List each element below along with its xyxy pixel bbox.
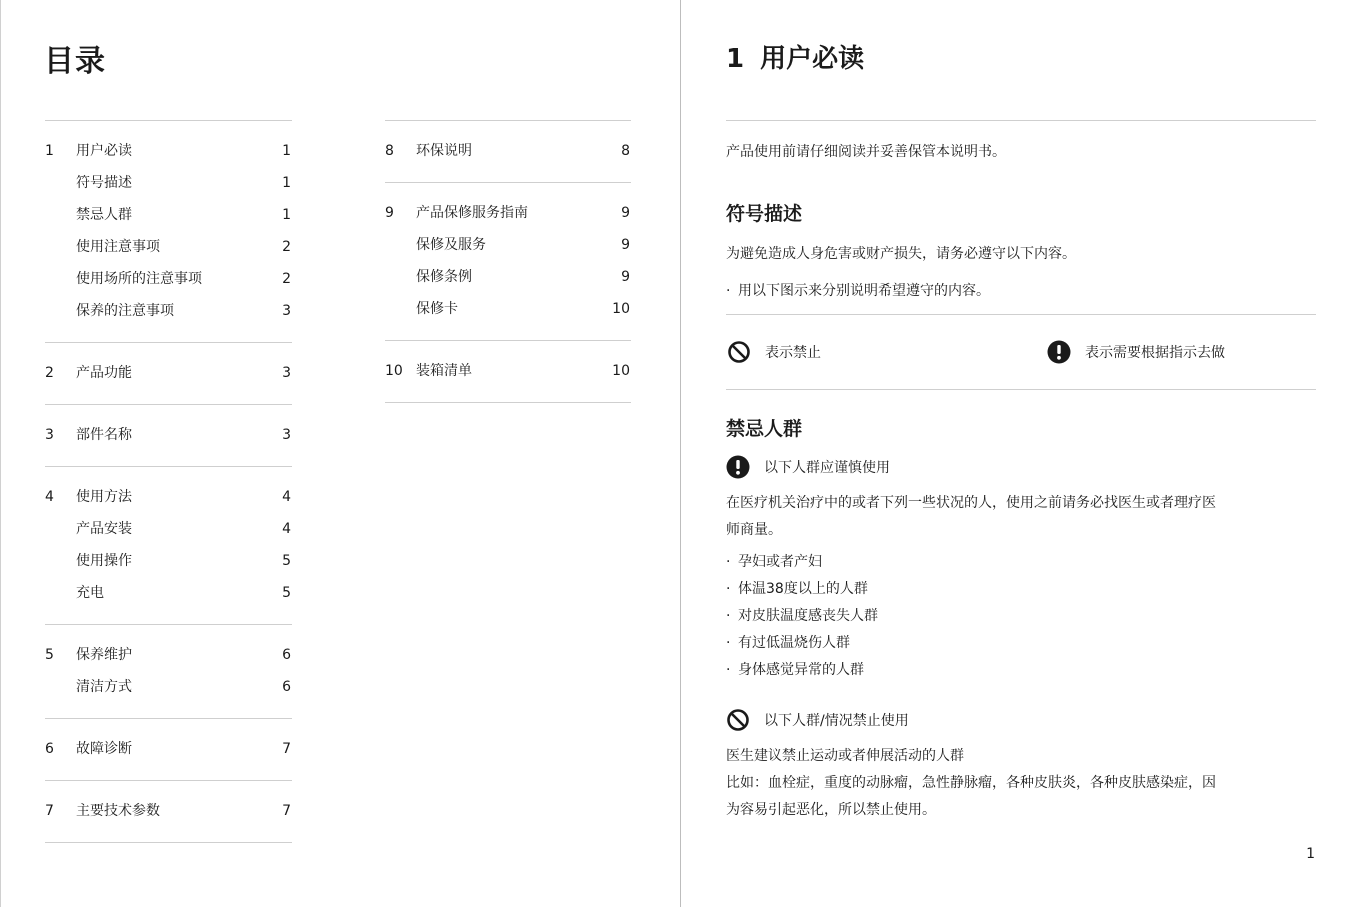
- toc-entry-label: 主要技术参数: [76, 803, 160, 819]
- toc-entry-number: 3: [45, 427, 54, 443]
- toc-entry-label: 环保说明: [416, 143, 472, 159]
- symbols-line: 为避免造成人身危害或财产损失，请务必遵守以下内容。: [726, 246, 1076, 262]
- toc-title: 目录: [44, 44, 106, 79]
- caution-note: [726, 455, 890, 479]
- toc-entry[interactable]: [45, 357, 292, 389]
- toc-entry-page: 5: [282, 553, 291, 569]
- toc-column-1: [45, 120, 292, 843]
- divider: [726, 314, 1316, 315]
- toc-entry-label: 部件名称: [76, 427, 132, 443]
- toc-section: [45, 624, 292, 718]
- toc-entry-label: 产品保修服务指南: [416, 205, 528, 221]
- list-item: [726, 630, 878, 657]
- exclamation-icon: [1047, 340, 1071, 364]
- list-item-text: 孕妇或者产妇: [738, 554, 822, 570]
- bullet-dot: ·: [726, 608, 731, 624]
- toc-entry[interactable]: [45, 263, 292, 295]
- toc-section: [45, 120, 292, 342]
- toc-page: [0, 0, 680, 907]
- toc-section: [385, 120, 631, 182]
- page-number: 1: [1306, 846, 1315, 862]
- toc-entry[interactable]: [385, 355, 631, 387]
- list-item: [726, 603, 878, 630]
- list-item-text: 对皮肤温度感丧失人群: [738, 608, 878, 624]
- symbols-bullet-text: 用以下图示来分别说明希望遵守的内容。: [738, 283, 990, 299]
- toc-entry-number: 8: [385, 143, 394, 159]
- toc-entry-number: 6: [45, 741, 54, 757]
- list-item-text: 身体感觉异常的人群: [738, 662, 864, 678]
- toc-entry-page: 5: [282, 585, 291, 601]
- toc-entry[interactable]: [385, 135, 631, 167]
- toc-entry[interactable]: [385, 197, 631, 229]
- forbid-line: 比如：血栓症，重度的动脉瘤，急性静脉瘤，各种皮肤炎，各种皮肤感染症，因: [726, 775, 1216, 791]
- toc-entry[interactable]: [45, 577, 292, 609]
- toc-entry-page: 7: [282, 803, 291, 819]
- toc-entry-label: 故障诊断: [76, 741, 132, 757]
- toc-entry-page: 4: [282, 521, 291, 537]
- toc-section: [385, 182, 631, 340]
- bullet-dot: ·: [726, 554, 731, 570]
- bullet-dot: ·: [726, 662, 731, 678]
- chapter-title: [726, 38, 864, 75]
- toc-entry[interactable]: [45, 295, 292, 327]
- toc-entry[interactable]: [385, 293, 631, 325]
- toc-section: [45, 780, 292, 843]
- toc-section: [45, 718, 292, 780]
- toc-entry-label: 符号描述: [76, 175, 132, 191]
- toc-entry-label: 使用操作: [76, 553, 132, 569]
- list-item-text: 有过低温烧伤人群: [738, 635, 850, 651]
- toc-entry-page: 9: [621, 205, 630, 221]
- mandatory-label: 表示需要根据指示去做: [1085, 345, 1225, 361]
- toc-entry-page: 2: [282, 239, 291, 255]
- toc-section: [45, 466, 292, 624]
- toc-entry-page: 6: [282, 679, 291, 695]
- chapter-page: [681, 0, 1361, 907]
- toc-entry[interactable]: [45, 167, 292, 199]
- toc-entry-page: 9: [621, 269, 630, 285]
- toc-entry-label: 用户必读: [76, 143, 132, 159]
- divider: [726, 389, 1316, 390]
- contraindication-list: [726, 549, 878, 684]
- toc-entry-number: 7: [45, 803, 54, 819]
- mandatory-legend: [1047, 340, 1225, 364]
- contraindication-para-line: 在医疗机关治疗中的或者下列一些状况的人，使用之前请务必找医生或者理疗医: [726, 495, 1216, 511]
- toc-entry-page: 3: [282, 427, 291, 443]
- list-item: [726, 549, 878, 576]
- list-item: [726, 657, 878, 684]
- prohibit-legend: [727, 340, 821, 364]
- toc-entry[interactable]: [45, 671, 292, 703]
- toc-entry-number: 5: [45, 647, 54, 663]
- list-item: [726, 576, 878, 603]
- toc-section: [45, 342, 292, 404]
- toc-entry-page: 10: [612, 301, 630, 317]
- toc-entry-label: 保养维护: [76, 647, 132, 663]
- toc-entry-page: 4: [282, 489, 291, 505]
- toc-entry-label: 保修及服务: [416, 237, 486, 253]
- toc-entry-page: 6: [282, 647, 291, 663]
- toc-entry-page: 7: [282, 741, 291, 757]
- contraindication-para-line: 师商量。: [726, 522, 782, 538]
- toc-entry-number: 9: [385, 205, 394, 221]
- toc-entry-page: 1: [282, 143, 291, 159]
- caution-label: 以下人群应谨慎使用: [764, 460, 890, 476]
- toc-entry[interactable]: [45, 199, 292, 231]
- toc-entry-label: 装箱清单: [416, 363, 472, 379]
- chapter-title-text: 用户必读: [760, 44, 865, 74]
- toc-entry-page: 10: [612, 363, 630, 379]
- prohibit-icon: [726, 708, 750, 732]
- list-item-text: 体温38度以上的人群: [738, 581, 868, 597]
- toc-entry-page: 3: [282, 365, 291, 381]
- toc-entry[interactable]: [385, 261, 631, 293]
- toc-entry-number: 2: [45, 365, 54, 381]
- toc-entry-page: 9: [621, 237, 630, 253]
- toc-entry-label: 充电: [76, 585, 104, 601]
- forbid-label: 以下人群/情况禁止使用: [764, 713, 909, 729]
- toc-entry-page: 8: [621, 143, 630, 159]
- toc-entry-label: 使用方法: [76, 489, 132, 505]
- prohibit-label: 表示禁止: [765, 345, 821, 361]
- toc-entry-label: 清洁方式: [76, 679, 132, 695]
- toc-entry-label: 使用注意事项: [76, 239, 160, 255]
- bullet-dot: ·: [726, 581, 731, 597]
- chapter-number: 1: [726, 44, 745, 74]
- toc-entry-page: 2: [282, 271, 291, 287]
- exclamation-icon: [726, 455, 750, 479]
- bullet-dot: ·: [726, 283, 731, 299]
- prohibit-icon: [727, 340, 751, 364]
- forbid-note: [726, 708, 909, 732]
- forbid-line: 医生建议禁止运动或者伸展活动的人群: [726, 748, 964, 764]
- toc-entry-page: 1: [282, 175, 291, 191]
- intro-text: 产品使用前请仔细阅读并妥善保管本说明书。: [726, 144, 1006, 160]
- toc-entry[interactable]: [45, 795, 292, 827]
- toc-section: [385, 340, 631, 403]
- toc-entry[interactable]: [385, 229, 631, 261]
- toc-entry[interactable]: [45, 733, 292, 765]
- toc-entry-label: 产品功能: [76, 365, 132, 381]
- symbols-heading: 符号描述: [726, 203, 803, 225]
- toc-entry[interactable]: [45, 419, 292, 451]
- toc-entry-page: 3: [282, 303, 291, 319]
- toc-entry-label: 保修卡: [416, 301, 458, 317]
- symbols-bullet: [726, 278, 990, 305]
- toc-section: [45, 404, 292, 466]
- toc-entry[interactable]: [45, 639, 292, 671]
- toc-entry[interactable]: [45, 545, 292, 577]
- toc-entry-number: 1: [45, 143, 54, 159]
- toc-entry-number: 4: [45, 489, 54, 505]
- toc-entry-page: 1: [282, 207, 291, 223]
- toc-entry-label: 禁忌人群: [76, 207, 132, 223]
- toc-entry-number: 10: [385, 363, 403, 379]
- contraindication-heading: 禁忌人群: [726, 418, 803, 440]
- bullet-dot: ·: [726, 635, 731, 651]
- toc-entry[interactable]: [45, 481, 292, 513]
- divider: [726, 120, 1316, 121]
- toc-entry-label: 产品安装: [76, 521, 132, 537]
- toc-entry[interactable]: [45, 231, 292, 263]
- toc-column-2: [385, 120, 631, 403]
- toc-entry-label: 保养的注意事项: [76, 303, 174, 319]
- toc-entry[interactable]: [45, 135, 292, 167]
- forbid-line: 为容易引起恶化，所以禁止使用。: [726, 802, 936, 818]
- toc-entry[interactable]: [45, 513, 292, 545]
- toc-entry-label: 使用场所的注意事项: [76, 271, 202, 287]
- toc-entry-label: 保修条例: [416, 269, 472, 285]
